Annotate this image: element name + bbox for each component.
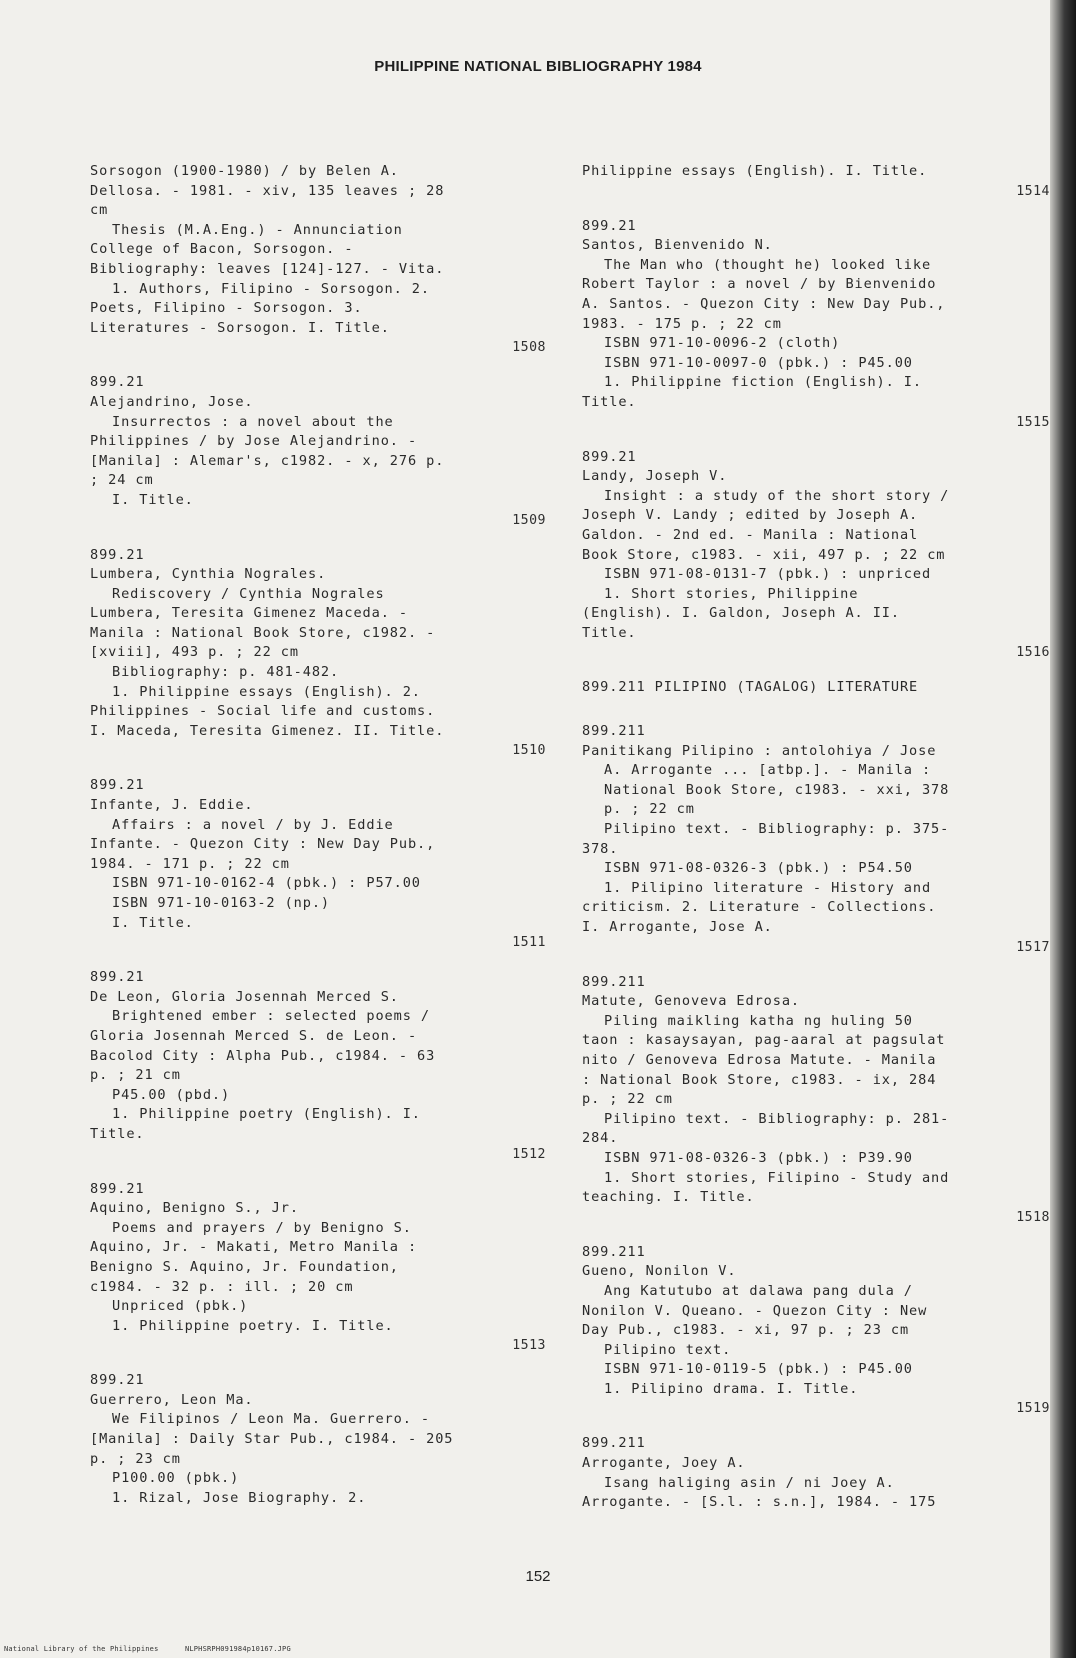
entry-line: Manila : National Book Store, c1982. - — [90, 624, 436, 641]
entry-line: ISBN 971-10-0163-2 (np.) — [112, 895, 331, 911]
entry-line: Lumbera, Cynthia Nograles. — [90, 566, 327, 583]
entry-line: Isang haliging asin / ni Joey A. — [604, 1474, 895, 1491]
entry-line: 899.211 — [582, 723, 646, 740]
entry-line: teaching. I. Title. — [582, 1189, 755, 1206]
entry-number: 1513 — [512, 1338, 546, 1354]
entry-line: 1. Pilipino literature - History and — [604, 879, 932, 896]
footer-file: NLPHSRPH091984p10167.JPG — [184, 1645, 291, 1653]
entry-line: Pilipino text. — [604, 1341, 732, 1358]
entry-number: 1519 — [1016, 1401, 1050, 1417]
entry-line: Unpriced (pbk.) — [112, 1298, 249, 1315]
entry-line: Bibliography: p. 481-482. — [112, 664, 340, 681]
entry-line: I. Arrogante, Jose A. — [582, 919, 773, 935]
bibliography-entry — [90, 776, 550, 952]
bibliography-entry — [582, 162, 1054, 201]
entry-line: ISBN 971-10-0097-0 (pbk.) : P45.00 — [604, 354, 913, 371]
bibliography-entry — [582, 1434, 1054, 1520]
entry-line: Pilipino text. - Bibliography: p. 375- — [604, 821, 950, 838]
entry-line: : National Book Store, c1983. - ix, 284 — [582, 1071, 937, 1088]
entry-line: Philippine essays (English). I. Title. — [582, 163, 928, 179]
entry-line: 899.211 — [582, 1435, 646, 1452]
entry-line: Santos, Bienvenido N. — [582, 237, 773, 254]
entry-line: 899.21 — [90, 546, 145, 563]
entry-line: 899.21 — [90, 969, 145, 986]
entry-line: nito / Genoveva Edrosa Matute. - Manila — [582, 1051, 937, 1068]
entry-line: ISBN 971-08-0326-3 (pbk.) : P54.50 — [604, 860, 913, 877]
entry-line: [xviii], 493 p. ; 22 cm — [90, 644, 299, 661]
entry-line: Sorsogon (1900-1980) / by Belen A. — [90, 163, 399, 179]
entry-line: Philippines / by Jose Alejandrino. - — [90, 433, 418, 450]
entry-line: Nonilon V. Queano. - Quezon City : New — [582, 1302, 928, 1319]
entry-number: 1511 — [512, 935, 546, 951]
entry-line: Lumbera, Teresita Gimenez Maceda. - — [90, 605, 408, 622]
entry-line: Infante, J. Eddie. — [90, 797, 254, 814]
entry-line: Rediscovery / Cynthia Nograles — [112, 585, 385, 602]
entry-line: Gloria Josennah Merced S. de Leon. - — [90, 1027, 418, 1044]
bibliography-entry — [582, 722, 1054, 957]
entry-number: 1512 — [512, 1146, 546, 1162]
entry-line: p. ; 23 cm — [90, 1450, 181, 1467]
page-number: 152 — [525, 1568, 551, 1585]
entry-line: I. Title. — [112, 491, 194, 508]
entry-line: [Manila] : Daily Star Pub., c1984. - 205 — [90, 1431, 454, 1448]
entry-line: Joseph V. Landy ; edited by Joseph A. — [582, 507, 919, 524]
entry-line: National Book Store, c1983. - xxi, 378 — [604, 781, 950, 798]
entry-line: I. Title. — [112, 914, 194, 931]
entry-line: Brightened ember : selected poems / — [112, 1008, 430, 1025]
entry-line: ISBN 971-10-0162-4 (pbk.) : P57.00 — [112, 875, 421, 892]
entry-line: We Filipinos / Leon Ma. Guerrero. - — [112, 1411, 430, 1428]
entry-line: College of Bacon, Sorsogon. - — [90, 241, 354, 258]
entry-line: Affairs : a novel / by J. Eddie — [112, 816, 394, 833]
entry-line: 1984. - 171 p. ; 22 cm — [90, 855, 290, 872]
entry-line: Benigno S. Aquino, Jr. Foundation, — [90, 1258, 399, 1275]
entry-line: Arrogante, Joey A. — [582, 1455, 746, 1472]
entry-line: 1. Authors, Filipino - Sorsogon. 2. — [112, 280, 430, 297]
entry-line: 1. Rizal, Jose Biography. 2. — [112, 1489, 367, 1506]
entry-number: 1517 — [1016, 939, 1050, 955]
entry-line: Literatures - Sorsogon. I. Title. — [90, 319, 390, 336]
entry-line: Bacolod City : Alpha Pub., c1984. - 63 — [90, 1047, 436, 1064]
bibliography-entry — [90, 1371, 550, 1516]
entry-line: ; 24 cm — [90, 472, 154, 489]
entry-line: A. Santos. - Quezon City : New Day Pub., — [582, 295, 946, 312]
entry-line: 899.211 — [582, 1243, 646, 1260]
entry-line: 899.21 — [90, 374, 145, 391]
entry-line: p. ; 22 cm — [582, 1091, 673, 1108]
entry-line: Infante. - Quezon City : New Day Pub., — [90, 836, 436, 853]
entry-line: 284. — [582, 1130, 619, 1147]
bibliography-entry — [582, 678, 1054, 706]
entry-line: 1. Short stories, Philippine — [604, 585, 859, 602]
bibliography-entry — [90, 968, 550, 1163]
right-column — [582, 162, 1054, 1537]
entry-line: 899.21 — [90, 777, 145, 794]
entry-line: Poets, Filipino - Sorsogon. 3. — [90, 300, 363, 317]
entry-line: 1. Philippine essays (English). 2. — [112, 683, 421, 700]
entry-line: [Manila] : Alemar's, c1982. - x, 276 p. — [90, 452, 445, 469]
entry-line: ISBN 971-10-0096-2 (cloth) — [604, 335, 841, 352]
entry-line: Matute, Genoveva Edrosa. — [582, 993, 801, 1010]
entry-line: 899.211 — [582, 973, 646, 990]
entry-line: Landy, Joseph V. — [582, 468, 728, 485]
entry-line: P45.00 (pbd.) — [112, 1086, 231, 1103]
entry-line: criticism. 2. Literature - Collections. — [582, 899, 937, 916]
entry-line: Alejandrino, Jose. — [90, 393, 254, 410]
entry-line: Panitikang Pilipino : antolohiya / Jose — [582, 742, 937, 759]
footer-library: National Library of the Philippines — [4, 1645, 159, 1653]
bibliography-entry — [582, 448, 1054, 663]
entry-line: 899.21 — [90, 1180, 145, 1197]
entry-line: Insurrectos : a novel about the — [112, 413, 394, 430]
entry-line: Aquino, Benigno S., Jr. — [90, 1200, 299, 1217]
left-column — [90, 162, 550, 1532]
bibliography-entry — [582, 217, 1054, 432]
bibliography-entry — [90, 373, 550, 529]
entry-line: Philippines - Social life and customs. — [90, 703, 436, 720]
entry-line: cm — [90, 202, 109, 219]
entry-line: Robert Taylor : a novel / by Bienvenido — [582, 276, 937, 293]
entry-line: Gueno, Nonilon V. — [582, 1263, 737, 1280]
entry-line: 899.21 — [582, 448, 637, 465]
entry-number: 1518 — [1016, 1209, 1050, 1225]
entry-line: Thesis (M.A.Eng.) - Annunciation — [112, 221, 403, 238]
bibliography-entry — [582, 973, 1054, 1227]
entry-line: Bibliography: leaves [124]-127. - Vita. — [90, 260, 445, 277]
entry-line: Galdon. - 2nd ed. - Manila : National — [582, 526, 919, 543]
bibliography-entry — [90, 1180, 550, 1356]
bibliography-entry — [90, 162, 550, 357]
entry-line: Pilipino text. - Bibliography: p. 281- — [604, 1110, 950, 1127]
bibliography-entry — [582, 1243, 1054, 1419]
entry-line: ISBN 971-08-0131-7 (pbk.) : unpriced — [604, 566, 932, 583]
entry-line: Piling maikling katha ng huling 50 — [604, 1012, 913, 1029]
entry-line: Ang Katutubo at dalawa pang dula / — [604, 1282, 913, 1299]
page-title: PHILIPPINE NATIONAL BIBLIOGRAPHY 1984 — [374, 58, 702, 75]
entry-number: 1509 — [512, 512, 546, 528]
entry-line: 899.21 — [582, 217, 637, 234]
entry-line: taon : kasaysayan, pag-aaral at pagsulat — [582, 1032, 946, 1049]
entry-line: 378. — [582, 840, 619, 857]
entry-line: 899.211 PILIPINO (TAGALOG) LITERATURE — [582, 679, 919, 696]
entry-line: 1. Philippine fiction (English). I. — [604, 374, 922, 391]
entry-line: 1983. - 175 p. ; 22 cm — [582, 315, 782, 332]
entry-line: 1. Pilipino drama. I. Title. — [604, 1380, 859, 1397]
entry-line: Dellosa. - 1981. - xiv, 135 leaves ; 28 — [90, 182, 445, 199]
entry-line: De Leon, Gloria Josennah Merced S. — [90, 988, 399, 1005]
entry-number: 1516 — [1016, 645, 1050, 661]
entry-line: ISBN 971-08-0326-3 (pbk.) : P39.90 — [604, 1149, 913, 1166]
entry-line: Aquino, Jr. - Makati, Metro Manila : — [90, 1239, 418, 1256]
entry-line: Title. — [582, 393, 637, 410]
entry-line: p. ; 21 cm — [90, 1067, 181, 1084]
entry-line: ISBN 971-10-0119-5 (pbk.) : P45.00 — [604, 1361, 913, 1378]
entry-line: (English). I. Galdon, Joseph A. II. — [582, 605, 900, 622]
entry-number: 1514 — [1016, 183, 1050, 199]
entry-line: 1. Philippine poetry. I. Title. — [112, 1317, 394, 1334]
entry-line: The Man who (thought he) looked like — [604, 256, 932, 273]
entry-line: Title. — [90, 1125, 145, 1142]
entry-number: 1508 — [512, 340, 546, 356]
entry-number: 1510 — [512, 743, 546, 759]
entry-number: 1515 — [1016, 414, 1050, 430]
footer — [4, 1645, 313, 1654]
entry-line: P100.00 (pbk.) — [112, 1470, 240, 1487]
entry-line: Poems and prayers / by Benigno S. — [112, 1219, 412, 1236]
entry-line: Title. — [582, 624, 637, 641]
entry-line: Guerrero, Leon Ma. — [90, 1391, 254, 1408]
entry-line: I. Maceda, Teresita Gimenez. II. Title. — [90, 722, 445, 739]
entry-line: Insight : a study of the short story / — [604, 487, 950, 504]
entry-line: A. Arrogante ... [atbp.]. - Manila : — [604, 762, 932, 779]
entry-line: Book Store, c1983. - xii, 497 p. ; 22 cm — [582, 546, 946, 563]
entry-line: Day Pub., c1983. - xi, 97 p. ; 23 cm — [582, 1322, 910, 1339]
entry-line: 1. Philippine poetry (English). I. — [112, 1106, 421, 1123]
entry-line: p. ; 22 cm — [604, 801, 695, 818]
entry-line: c1984. - 32 p. : ill. ; 20 cm — [90, 1278, 354, 1295]
entry-line: Arrogante. - [S.l. : s.n.], 1984. - 175 — [582, 1494, 937, 1511]
entry-line: 1. Short stories, Filipino - Study and — [604, 1169, 950, 1186]
entry-line: 899.21 — [90, 1372, 145, 1389]
bibliography-entry — [90, 546, 550, 761]
